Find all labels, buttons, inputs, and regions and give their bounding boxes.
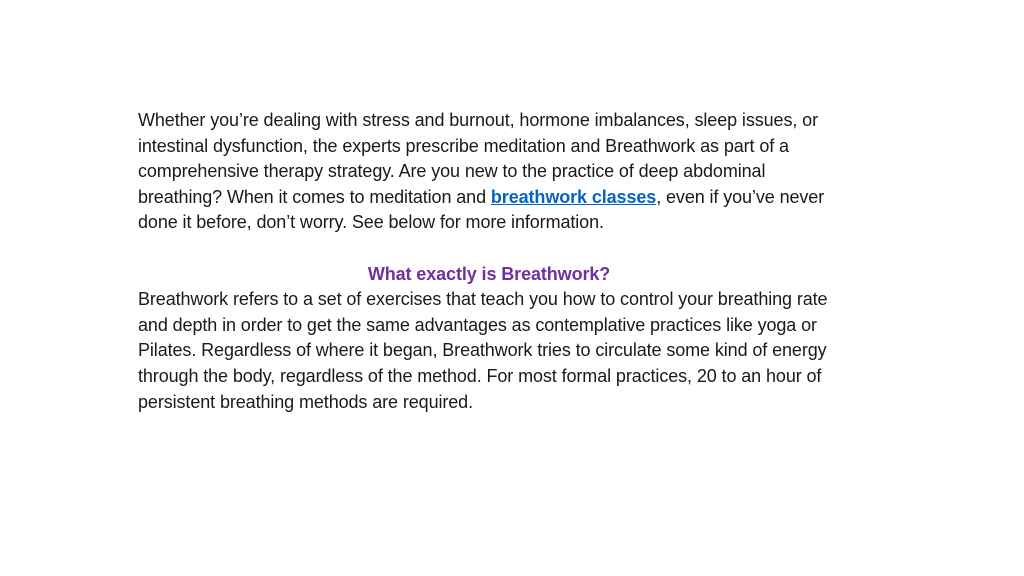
section-heading: What exactly is Breathwork? (367, 263, 611, 284)
intro-text-before-link: Whether you’re dealing with stress and burnout, hormone imbalances, sleep issues, or intestinal dysfunction, the experts prescribe meditation and Breathwork as part of a comprehensive therapy strategy. Are you new to the practice of deep abdominal breathing? When it comes to meditation and (138, 110, 818, 207)
breathwork-classes-link[interactable]: breathwork classes (490, 186, 657, 207)
intro-paragraph (138, 108, 838, 236)
text-content (138, 108, 838, 415)
section-body: Breathwork refers to a set of exercises that teach you how to control your breathing rate and depth in order to get the same advantages as contemplative practices like yoga or Pilates. Regardless of where it began, Breathwork tries to circulate some kind of energy through the body, regardless of the method. For most formal practices, 20 to an hour of persistent breathing methods are required. (138, 289, 828, 412)
intro-text-after-link: , even if you’ve never done it before, don’t worry. See below for more information. (138, 186, 825, 233)
